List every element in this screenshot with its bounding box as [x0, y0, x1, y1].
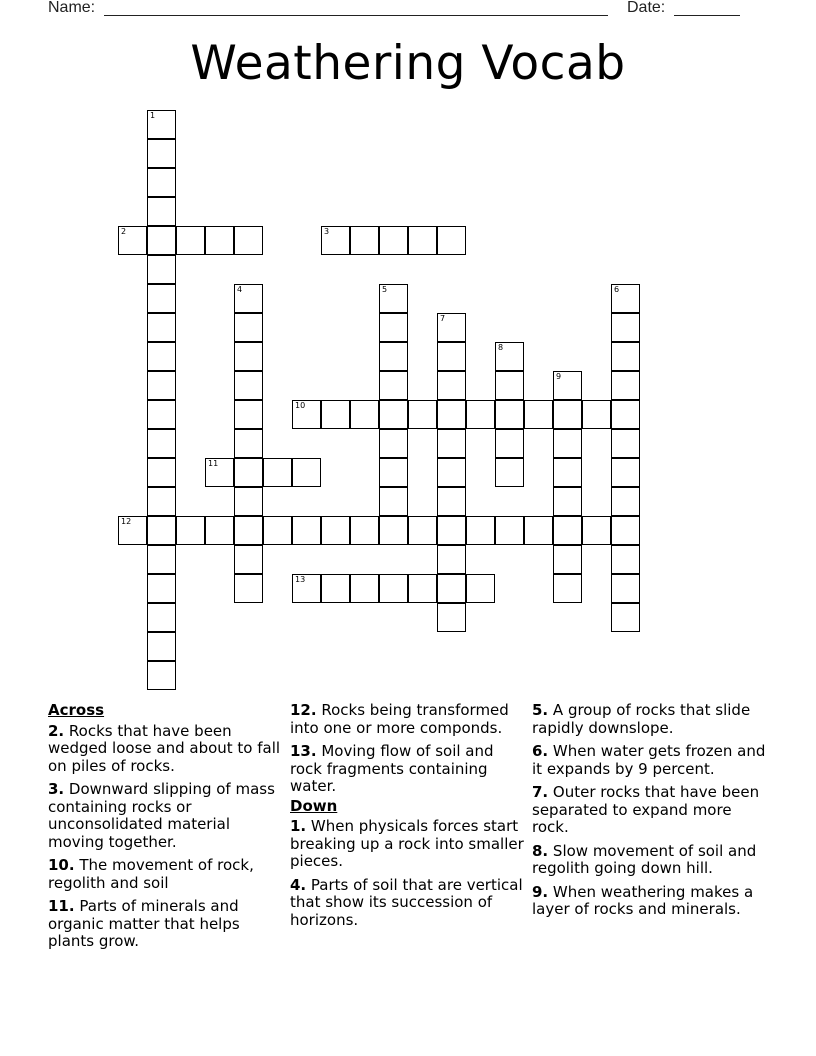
- grid-cell[interactable]: [147, 458, 176, 487]
- grid-cell[interactable]: [495, 458, 524, 487]
- grid-cell[interactable]: [234, 545, 263, 574]
- grid-cell[interactable]: [321, 226, 350, 255]
- grid-cell[interactable]: [437, 603, 466, 632]
- grid-cell[interactable]: [147, 284, 176, 313]
- grid-cell[interactable]: [205, 226, 234, 255]
- clue-down-1: 1. When physicals forces start breaking up a rock into smaller pieces.: [290, 817, 524, 870]
- grid-cell[interactable]: [379, 342, 408, 371]
- grid-cell[interactable]: [611, 545, 640, 574]
- grid-cell[interactable]: [408, 574, 437, 603]
- clue-number: 8: [498, 343, 504, 352]
- grid-cell[interactable]: [147, 255, 176, 284]
- clues-column-1: [48, 702, 282, 957]
- clue-down-5: 5. A group of rocks that slide rapidly downslope.: [532, 701, 751, 737]
- grid-cell[interactable]: [118, 226, 147, 255]
- grid-cell[interactable]: [321, 574, 350, 603]
- grid-cell[interactable]: [495, 371, 524, 400]
- grid-cell[interactable]: [611, 487, 640, 516]
- grid-cell[interactable]: [437, 371, 466, 400]
- grid-cell[interactable]: [176, 516, 205, 545]
- grid-cell[interactable]: [553, 487, 582, 516]
- clue-number: 2: [121, 227, 127, 236]
- grid-cell[interactable]: [553, 400, 582, 429]
- grid-cell[interactable]: [553, 516, 582, 545]
- grid-cell[interactable]: [437, 487, 466, 516]
- grid-cell[interactable]: [379, 458, 408, 487]
- grid-cell[interactable]: [147, 574, 176, 603]
- grid-cell[interactable]: [350, 516, 379, 545]
- clue-across-3: 3. Downward slipping of mass containing rocks or unconsolidated material moving together.: [48, 780, 275, 851]
- grid-cell[interactable]: [611, 429, 640, 458]
- grid-cell[interactable]: [495, 342, 524, 371]
- grid-cell[interactable]: [466, 400, 495, 429]
- grid-cell[interactable]: [234, 574, 263, 603]
- grid-cell[interactable]: [147, 313, 176, 342]
- grid-cell[interactable]: [379, 429, 408, 458]
- clue-down-9: 9. When weathering makes a layer of rocks and minerals.: [532, 882, 754, 918]
- grid-cell[interactable]: [553, 371, 582, 400]
- grid-cell[interactable]: [350, 226, 379, 255]
- grid-cell[interactable]: [582, 516, 611, 545]
- grid-cell[interactable]: [234, 516, 263, 545]
- grid-cell[interactable]: [379, 226, 408, 255]
- clue-number: 4: [237, 285, 243, 294]
- grid-cell[interactable]: [234, 226, 263, 255]
- grid-cell[interactable]: [611, 313, 640, 342]
- grid-cell[interactable]: [350, 574, 379, 603]
- grid-cell[interactable]: [234, 313, 263, 342]
- grid-cell[interactable]: [118, 516, 147, 545]
- clue-across-2: 2. Rocks that have been wedged loose and about to fall on piles of rocks.: [48, 721, 281, 775]
- across-heading: Across: [48, 701, 105, 719]
- grid-cell[interactable]: [611, 284, 640, 313]
- clue-number: 1: [150, 111, 156, 120]
- grid-cell[interactable]: [379, 516, 408, 545]
- grid-cell[interactable]: [176, 226, 205, 255]
- grid-cell[interactable]: [147, 400, 176, 429]
- grid-cell[interactable]: [582, 400, 611, 429]
- grid-cell[interactable]: [553, 458, 582, 487]
- grid-cell[interactable]: [147, 197, 176, 226]
- clue-number: 3: [324, 227, 330, 236]
- grid-cell[interactable]: [147, 429, 176, 458]
- grid-cell[interactable]: [553, 429, 582, 458]
- grid-cell[interactable]: [524, 516, 553, 545]
- clue-number: 13: [295, 575, 306, 584]
- grid-cell[interactable]: [350, 400, 379, 429]
- grid-cell[interactable]: [147, 632, 176, 661]
- grid-cell[interactable]: [611, 371, 640, 400]
- grid-cell[interactable]: [437, 400, 466, 429]
- clue-number: 5: [382, 285, 388, 294]
- grid-cell[interactable]: [437, 458, 466, 487]
- grid-cell[interactable]: [292, 574, 321, 603]
- grid-cell[interactable]: [408, 226, 437, 255]
- grid-cell[interactable]: [292, 458, 321, 487]
- grid-cell[interactable]: [611, 342, 640, 371]
- grid-cell[interactable]: [263, 516, 292, 545]
- grid-cell[interactable]: [611, 516, 640, 545]
- grid-cell[interactable]: [437, 545, 466, 574]
- clue-number: 6: [614, 285, 620, 294]
- clue-across-13: 13. Moving flow of soil and rock fragments containing water.: [290, 742, 494, 795]
- grid-cell[interactable]: [147, 371, 176, 400]
- grid-cell[interactable]: [495, 429, 524, 458]
- clues-column-2: [290, 702, 524, 935]
- grid-cell[interactable]: [437, 429, 466, 458]
- grid-cell[interactable]: [234, 371, 263, 400]
- grid-cell[interactable]: [234, 429, 263, 458]
- clue-down-8: 8. Slow movement of soil and regolith going down hill.: [532, 841, 757, 877]
- clue-number: 7: [440, 314, 446, 323]
- grid-cell[interactable]: [147, 168, 176, 197]
- clue-number: 11: [208, 459, 219, 468]
- grid-cell[interactable]: [379, 574, 408, 603]
- clues-column-3: [532, 702, 766, 925]
- grid-cell[interactable]: [524, 400, 553, 429]
- clue-down-4: 4. Parts of soil that are vertical that show its succession of horizons.: [290, 875, 523, 929]
- grid-cell[interactable]: [147, 110, 176, 139]
- grid-cell[interactable]: [147, 516, 176, 545]
- grid-cell[interactable]: [234, 487, 263, 516]
- grid-cell[interactable]: [321, 400, 350, 429]
- grid-cell[interactable]: [611, 400, 640, 429]
- grid-cell[interactable]: [437, 574, 466, 603]
- clue-down-6: 6. When water gets frozen and it expands by 9 percent.: [532, 742, 766, 778]
- grid-cell[interactable]: [234, 400, 263, 429]
- grid-cell[interactable]: [379, 371, 408, 400]
- grid-cell[interactable]: [205, 516, 234, 545]
- grid-cell[interactable]: [147, 661, 176, 690]
- grid-cell[interactable]: [147, 226, 176, 255]
- grid-cell[interactable]: [234, 284, 263, 313]
- grid-cell[interactable]: [437, 342, 466, 371]
- grid-cell[interactable]: [379, 313, 408, 342]
- grid-cell[interactable]: [437, 516, 466, 545]
- grid-cell[interactable]: [553, 574, 582, 603]
- grid-cell[interactable]: [379, 400, 408, 429]
- down-heading: Down: [290, 796, 338, 815]
- clue-number: 10: [295, 401, 306, 410]
- clue-down-7: 7. Outer rocks that have been separated to expand more rock.: [532, 783, 760, 836]
- grid-cell[interactable]: [437, 226, 466, 255]
- clue-number: 12: [121, 517, 132, 526]
- grid-cell[interactable]: [292, 400, 321, 429]
- grid-cell[interactable]: [147, 139, 176, 168]
- grid-cell[interactable]: [147, 603, 176, 632]
- grid-cell[interactable]: [408, 516, 437, 545]
- grid-cell[interactable]: [234, 342, 263, 371]
- name-label: Name:: [48, 0, 96, 16]
- grid-cell[interactable]: [321, 516, 350, 545]
- grid-cell[interactable]: [408, 400, 437, 429]
- date-label: Date:: [627, 0, 666, 16]
- grid-cell[interactable]: [263, 458, 292, 487]
- grid-cell[interactable]: [495, 400, 524, 429]
- grid-cell[interactable]: [611, 458, 640, 487]
- grid-cell[interactable]: [147, 545, 176, 574]
- clue-across-11: 11. Parts of minerals and organic matter that helps plants grow.: [48, 897, 240, 950]
- grid-cell[interactable]: [205, 458, 234, 487]
- grid-cell[interactable]: [466, 516, 495, 545]
- grid-cell[interactable]: [379, 487, 408, 516]
- grid-cell[interactable]: [147, 487, 176, 516]
- grid-cell[interactable]: [466, 574, 495, 603]
- grid-cell[interactable]: [147, 342, 176, 371]
- grid-cell[interactable]: [292, 516, 321, 545]
- clue-number: 9: [556, 372, 562, 381]
- page-title: Weathering Vocab: [190, 36, 626, 91]
- grid-cell[interactable]: [611, 574, 640, 603]
- grid-cell[interactable]: [553, 545, 582, 574]
- grid-cell[interactable]: [437, 313, 466, 342]
- clue-across-10: 10. The movement of rock, regolith and soil: [48, 856, 254, 892]
- clue-across-12: 12. Rocks being transformed into one or more componds.: [290, 701, 509, 737]
- grid-cell[interactable]: [495, 516, 524, 545]
- grid-cell[interactable]: [234, 458, 263, 487]
- grid-cell[interactable]: [611, 603, 640, 632]
- grid-cell[interactable]: [379, 284, 408, 313]
